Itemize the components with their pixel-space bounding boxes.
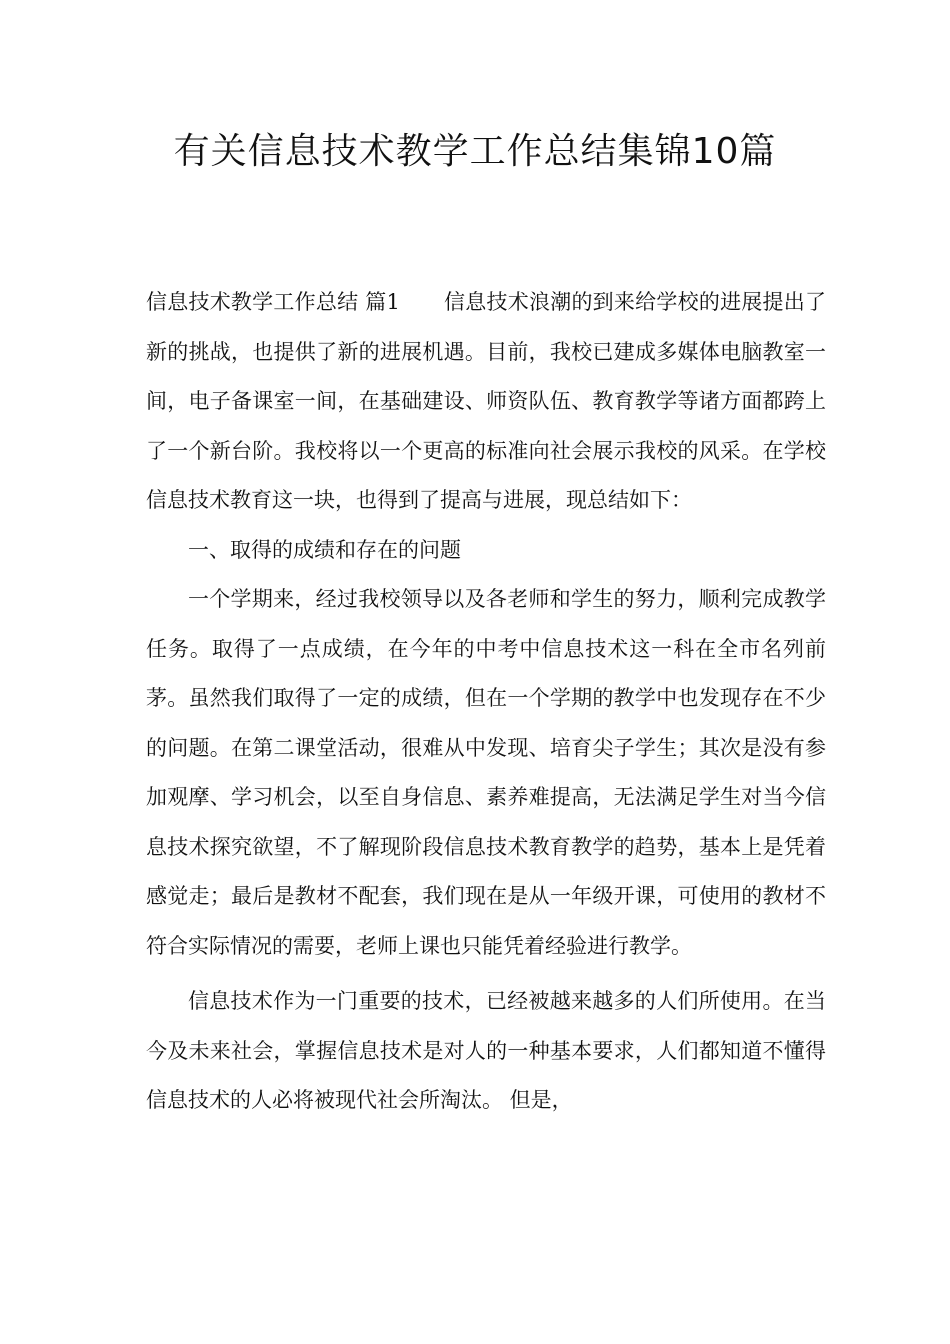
document-title: 有关信息技术教学工作总结集锦10篇 — [173, 131, 777, 172]
paragraph-importance: 信息技术作为一门重要的技术，已经被越来越多的人们所使用。在当今及未来社会，掌握信息技术是对人的一种基本要求，人们都知道不懂得信息技术的人必将被现代社会所淘汰。 但是， — [146, 989, 826, 1112]
intro-text: 信息技术浪潮的到来给学校的进展提出了新的挑战，也提供了新的进展机遇。目前，我校已建成多媒体电脑教室一间，电子备课室一间，在基础建设、师资队伍、教育教学等诸方面都跨上了一个新台阶。我校将以一个更高的标准向社会展示我校的风采。在学校信息技术教育这一块，也得到了提高与进展，现总结如下： — [146, 290, 826, 512]
subheading: 一、取得的成绩和存在的问题 — [188, 537, 461, 562]
paragraph-results: 一个学期来，经过我校领导以及各老师和学生的努力，顺利完成教学任务。取得了一点成绩，在今年的中考中信息技术这一科在全市名列前茅。虽然我们取得了一定的成绩，但在一个学期的教学中也发现存在不少的问题。在第二课堂活动，很难从中发现、培育尖子学生；其次是没有参加观摩、学习机会，以至自身信息、素养难提高，无法满足学生对当今信息技术探究欲望，不了解现阶段信息技术教育教学的趋势，基本上是凭着感觉走；最后是教材不配套，我们现在是从一年级开课，可使用的教材不符合实际情况的需要，老师上课也只能凭着经验进行教学。 — [146, 587, 826, 958]
document-body — [146, 278, 826, 1126]
section-heading: 信息技术教学工作总结 篇1 — [146, 290, 400, 314]
intro-paragraph — [146, 278, 826, 526]
